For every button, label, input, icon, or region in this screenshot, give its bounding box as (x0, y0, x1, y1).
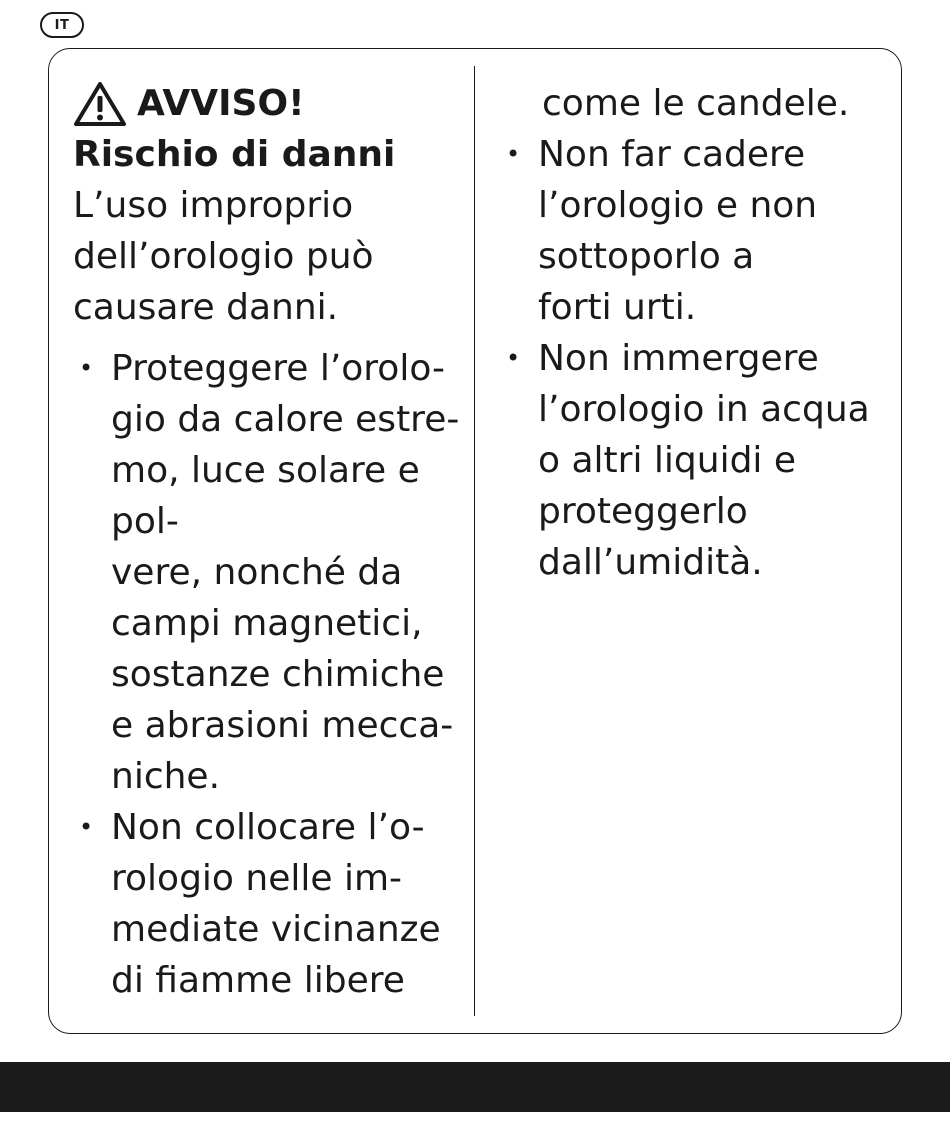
warning-intro (73, 180, 458, 333)
bullet-item (73, 343, 458, 802)
bullet-line: Non collocare l’o- (111, 807, 425, 848)
bullet-line: rologio nelle im- (111, 858, 403, 899)
bullet-dot: • (79, 354, 94, 382)
continuation-line: come le candele. (542, 83, 850, 124)
warning-subtitle: Rischio di danni (73, 134, 396, 175)
bullet-item (500, 129, 875, 333)
right-bullet-list (500, 129, 875, 588)
bullet-line: mo, luce solare e (111, 450, 420, 491)
bullet-line: dall’umidità. (538, 542, 763, 583)
bullet-line: sottoporlo a (538, 236, 755, 277)
bullet-line: di fiamme libere (111, 960, 405, 1001)
bullet-line: o altri liquidi e (538, 440, 797, 481)
bullet-line: l’orologio e non (538, 185, 818, 226)
bullet-dot: • (506, 140, 521, 168)
bullet-line: e abrasioni mecca- (111, 705, 454, 746)
bullet-line: proteggerlo (538, 491, 748, 532)
bullet-line: gio da calore estre- (111, 399, 460, 440)
bullet-line: campi magnetici, (111, 603, 423, 644)
left-bullet-list (73, 343, 458, 1006)
intro-line: causare danni. (73, 287, 339, 328)
warning-triangle-icon (73, 81, 127, 127)
bullet-line: sostanze chimiche (111, 654, 445, 695)
intro-line: dell’orologio può (73, 236, 374, 277)
bullet-line: l’orologio in acqua (538, 389, 870, 430)
bullet-line: pol- (111, 501, 179, 542)
warning-heading (73, 78, 458, 129)
bullet-line: forti urti. (538, 287, 697, 328)
bullet-dot: • (506, 344, 521, 372)
bullet-item (73, 802, 458, 1006)
language-badge: IT (40, 12, 84, 38)
bullet-line: Non far cadere (538, 134, 806, 175)
bullet-line: Non immergere (538, 338, 819, 379)
footer-bar (0, 1062, 950, 1112)
bullet-line: niche. (111, 756, 221, 797)
warning-title: AVVISO! (137, 83, 305, 124)
left-column (73, 78, 458, 1006)
column-divider (474, 66, 475, 1016)
intro-line: L’uso improprio (73, 185, 354, 226)
bullet-continuation (500, 78, 875, 129)
bullet-line: Proteggere l’orolo- (111, 348, 446, 389)
bullet-item (500, 333, 875, 588)
bullet-line: mediate vicinanze (111, 909, 441, 950)
bullet-dot: • (79, 813, 94, 841)
right-column (500, 78, 875, 588)
bullet-line: vere, nonché da (111, 552, 403, 593)
